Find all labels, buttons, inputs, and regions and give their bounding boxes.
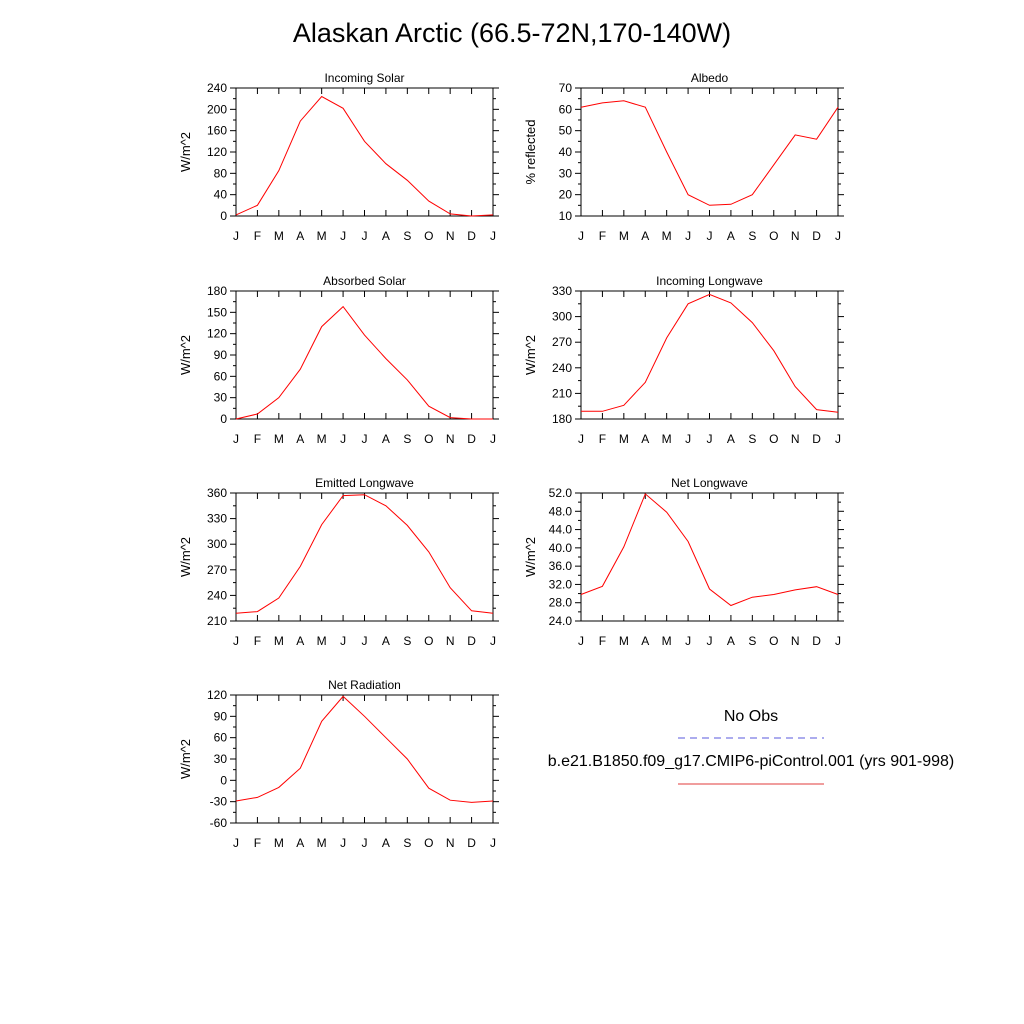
x-tick-label: J <box>233 836 239 850</box>
series-line <box>236 97 493 217</box>
figure-title: Alaskan Arctic (66.5-72N,170-140W) <box>292 18 732 48</box>
x-tick-label: O <box>424 432 434 446</box>
y-axis-label: W/m^2 <box>178 131 193 173</box>
x-tick-label: M <box>273 634 284 648</box>
y-tick-label: 60 <box>558 102 572 117</box>
panel-title: Incoming Solar <box>324 71 405 85</box>
y-tick-label: 40 <box>558 145 572 159</box>
x-tick-label: D <box>812 432 821 446</box>
x-tick-label: N <box>445 432 455 446</box>
y-tick-label: 240 <box>206 588 227 603</box>
y-tick-label: 150 <box>206 305 227 320</box>
x-tick-label: A <box>726 229 735 243</box>
y-tick-label: 40 <box>213 187 227 202</box>
series-line <box>581 494 838 606</box>
x-tick-label: J <box>706 229 713 243</box>
y-axis-label: W/m^2 <box>523 536 538 578</box>
y-tick-label: 30 <box>213 752 227 766</box>
y-axis-label: % reflected <box>523 119 538 185</box>
y-tick-label: 60 <box>213 369 227 384</box>
y-tick-label: 30 <box>213 390 227 405</box>
x-tick-label: D <box>467 836 476 850</box>
x-tick-label: M <box>618 634 629 648</box>
x-tick-label: F <box>598 432 607 446</box>
series-line <box>581 294 838 412</box>
x-tick-label: D <box>467 229 476 243</box>
x-tick-label: J <box>233 432 239 446</box>
y-tick-label: 48.0 <box>548 504 572 519</box>
x-tick-label: S <box>403 229 412 243</box>
plot-frame <box>236 493 493 621</box>
y-tick-label: 180 <box>551 412 572 426</box>
x-tick-label: J <box>835 229 841 243</box>
x-tick-label: M <box>661 432 672 446</box>
panel-title: Albedo <box>690 71 729 85</box>
x-tick-label: A <box>296 432 305 446</box>
y-tick-label: 40.0 <box>548 540 572 555</box>
x-tick-label: J <box>490 432 496 446</box>
x-tick-label: A <box>296 229 305 243</box>
x-tick-label: F <box>253 634 262 648</box>
y-tick-label: 240 <box>206 81 227 95</box>
x-tick-label: J <box>233 229 239 243</box>
x-tick-label: A <box>726 634 735 648</box>
x-tick-label: J <box>685 432 692 446</box>
x-tick-label: N <box>790 432 800 446</box>
y-tick-label: 90 <box>213 348 227 362</box>
y-tick-label: 120 <box>206 326 227 341</box>
x-tick-label: A <box>381 836 390 850</box>
x-tick-label: M <box>661 634 672 648</box>
y-tick-label: 300 <box>551 309 572 324</box>
x-tick-label: J <box>233 634 239 648</box>
x-tick-label: S <box>748 634 757 648</box>
x-tick-label: J <box>578 229 584 243</box>
y-tick-label: -60 <box>209 816 227 830</box>
x-tick-label: J <box>340 229 347 243</box>
x-tick-label: J <box>835 432 841 446</box>
x-tick-label: N <box>445 836 455 850</box>
y-tick-label: 36.0 <box>548 559 572 574</box>
series-line <box>581 101 838 206</box>
y-tick-label: 330 <box>206 511 227 526</box>
x-tick-label: A <box>296 634 305 648</box>
x-tick-label: J <box>490 634 496 648</box>
plot-frame <box>581 493 838 621</box>
x-tick-label: J <box>685 229 692 243</box>
plot-frame <box>236 695 493 823</box>
y-tick-label: 0 <box>220 773 227 788</box>
x-tick-label: F <box>598 229 607 243</box>
x-tick-label: O <box>769 634 779 648</box>
x-tick-label: M <box>618 229 629 243</box>
x-tick-label: A <box>381 229 390 243</box>
y-tick-label: 80 <box>213 166 227 181</box>
x-tick-label: N <box>445 229 455 243</box>
x-tick-label: J <box>361 229 368 243</box>
x-tick-label: J <box>706 634 713 648</box>
x-tick-label: D <box>812 634 821 648</box>
x-tick-label: O <box>424 836 434 850</box>
x-tick-label: A <box>296 836 305 850</box>
x-tick-label: J <box>361 432 368 446</box>
y-tick-label: 240 <box>551 360 572 375</box>
y-tick-label: 120 <box>206 688 227 702</box>
y-tick-label: 200 <box>206 102 227 117</box>
x-tick-label: M <box>316 634 327 648</box>
panel-incoming-longwave <box>523 274 844 446</box>
x-tick-label: J <box>361 634 368 648</box>
x-tick-label: J <box>490 229 496 243</box>
x-tick-label: D <box>467 634 476 648</box>
panel-title: Incoming Longwave <box>656 274 763 288</box>
y-tick-label: 90 <box>213 709 227 724</box>
x-tick-label: S <box>403 634 412 648</box>
y-tick-label: 210 <box>206 614 227 628</box>
legend-label-model: b.e21.B1850.f09_g17.CMIP6-piControl.001 (yrs 901-998) <box>547 753 955 770</box>
x-tick-label: D <box>812 229 821 243</box>
y-tick-label: 0 <box>220 209 227 223</box>
x-tick-label: J <box>490 836 496 850</box>
x-tick-label: A <box>641 634 650 648</box>
panel-net-radiation <box>178 678 499 850</box>
x-tick-label: J <box>706 432 713 446</box>
y-tick-label: 20 <box>558 187 572 202</box>
y-axis-label: W/m^2 <box>178 536 193 578</box>
x-tick-label: O <box>769 432 779 446</box>
panel-title: Absorbed Solar <box>323 274 406 288</box>
plot-frame <box>581 291 838 419</box>
panel-net-longwave <box>523 476 844 648</box>
x-tick-label: M <box>618 432 629 446</box>
x-tick-label: J <box>340 836 347 850</box>
x-tick-label: S <box>403 836 412 850</box>
y-tick-label: 28.0 <box>548 595 572 610</box>
y-tick-label: 50 <box>558 123 572 138</box>
x-tick-label: F <box>598 634 607 648</box>
y-tick-label: 52.0 <box>548 486 572 500</box>
y-tick-label: 180 <box>206 284 227 298</box>
y-tick-label: 32.0 <box>548 577 572 592</box>
plot-frame <box>581 88 838 216</box>
x-tick-label: M <box>661 229 672 243</box>
y-tick-label: 60 <box>213 730 227 745</box>
y-tick-label: -30 <box>209 794 227 809</box>
legend-label-obs: No Obs <box>723 708 779 725</box>
x-tick-label: M <box>316 229 327 243</box>
x-tick-label: J <box>685 634 692 648</box>
y-tick-label: 24.0 <box>548 614 572 628</box>
panel-title: Net Longwave <box>671 476 748 490</box>
x-tick-label: S <box>748 229 757 243</box>
x-tick-label: N <box>790 229 800 243</box>
x-tick-label: N <box>790 634 800 648</box>
x-tick-label: J <box>578 432 584 446</box>
y-tick-label: 10 <box>558 209 572 223</box>
plot-frame <box>236 88 493 216</box>
y-axis-label: W/m^2 <box>178 738 193 780</box>
x-tick-label: D <box>467 432 476 446</box>
y-tick-label: 210 <box>551 386 572 401</box>
x-tick-label: F <box>253 229 262 243</box>
x-tick-label: M <box>273 836 284 850</box>
y-tick-label: 270 <box>551 335 572 350</box>
y-tick-label: 160 <box>206 123 227 138</box>
panel-title: Emitted Longwave <box>315 476 414 490</box>
panel-title: Net Radiation <box>328 678 401 692</box>
x-tick-label: M <box>273 229 284 243</box>
panel-emitted-longwave <box>178 476 499 648</box>
y-tick-label: 70 <box>558 81 572 95</box>
y-tick-label: 270 <box>206 562 227 577</box>
x-tick-label: F <box>253 836 262 850</box>
x-tick-label: J <box>578 634 584 648</box>
series-line <box>236 495 493 614</box>
x-tick-label: M <box>273 432 284 446</box>
x-tick-label: A <box>381 432 390 446</box>
y-tick-label: 30 <box>558 166 572 181</box>
x-tick-label: F <box>253 432 262 446</box>
x-tick-label: S <box>403 432 412 446</box>
x-tick-label: J <box>835 634 841 648</box>
x-tick-label: M <box>316 432 327 446</box>
x-tick-label: A <box>381 634 390 648</box>
series-line <box>236 307 493 419</box>
x-tick-label: A <box>641 432 650 446</box>
x-tick-label: O <box>424 229 434 243</box>
x-tick-label: J <box>340 432 347 446</box>
y-tick-label: 44.0 <box>548 522 572 537</box>
x-tick-label: O <box>769 229 779 243</box>
x-tick-label: A <box>641 229 650 243</box>
y-tick-label: 0 <box>220 412 227 426</box>
x-tick-label: A <box>726 432 735 446</box>
x-tick-label: J <box>361 836 368 850</box>
x-tick-label: S <box>748 432 757 446</box>
panel-absorbed-solar <box>178 274 499 446</box>
legend <box>548 708 954 784</box>
y-tick-label: 120 <box>206 145 227 159</box>
y-tick-label: 330 <box>551 284 572 298</box>
x-tick-label: M <box>316 836 327 850</box>
x-tick-label: O <box>424 634 434 648</box>
panel-albedo <box>523 71 844 243</box>
y-axis-label: W/m^2 <box>523 334 538 376</box>
x-tick-label: J <box>340 634 347 648</box>
panel-incoming-solar <box>178 71 499 243</box>
x-tick-label: N <box>445 634 455 648</box>
y-tick-label: 300 <box>206 537 227 552</box>
series-line <box>236 696 493 802</box>
plot-frame <box>236 291 493 419</box>
y-tick-label: 360 <box>206 486 227 500</box>
y-axis-label: W/m^2 <box>178 334 193 376</box>
